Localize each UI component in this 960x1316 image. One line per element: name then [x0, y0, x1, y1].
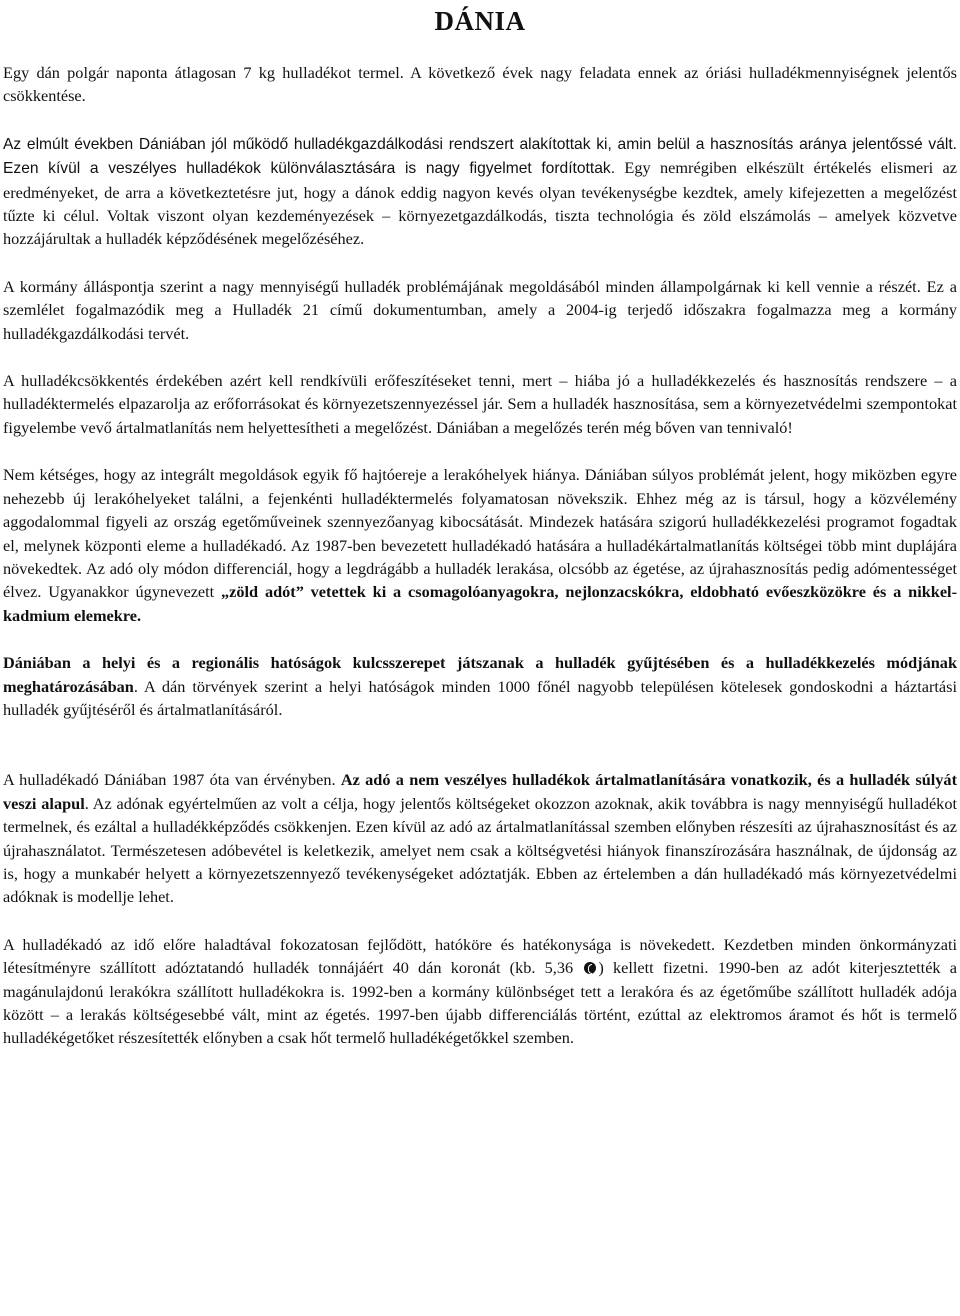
- paragraph-tax-history-text-1: A hulladékadó az idő előre haladtával fokozatosan fejlődött, hatóköre és hatékonysága is növekedett. Kezdetben minden önkormányzati létesítményre szállított adóztatandó hulladék tonnájáért 40 dán koronát (kb. 5,36: [3, 934, 957, 978]
- paragraph-tax-history: [3, 933, 957, 1050]
- paragraph-waste-tax-text-2: . Az adónak egyértelműen az volt a célja, hogy jelentős költségeket okozzon azoknak, akik továbbra is nagy mennyiségű hulladékot termelnek, és ezáltal a hulladékképződés csökkenjen. Ezen kívül az adó az ártalmatlanítással szemben előnyben részesíti az újrahasznosítást és az újrahasználatot. Természetesen adóbevétel is keletkezik, amelyet nem csak a költségvetési hiányok finanszírozására használnak, de újdonság az is, hogy a munkabér helyett a környezetszennyező tevékenységeket adóztatják. Ebben az értelemben a dán hulladékadó más környezetvédelmi adóknak is modellje lehet.: [3, 793, 957, 907]
- paragraph-waste-system-text: Egy nemrégiben elkészült értékelés elismeri az eredményeket, de arra a következtetésre jut, hogy a dánok eddig nagyon kevés olyan tevékenységbe kezdtek, amely kifejezetten a megelőzést tűzte ki célul. Voltak viszont olyan kezdeményezések – környezetgazdálkodás, tiszta technológia és zöld elszámolás – amelyek közvetve hozzájárultak a hulladék képződésének megelőzéséhez.: [3, 158, 957, 249]
- paragraph-intro: [3, 61, 957, 108]
- paragraph-waste-system: [3, 132, 957, 251]
- paragraph-waste-tax: [3, 768, 957, 908]
- paragraph-intro-text: Egy dán polgár naponta átlagosan 7 kg hulladékot termel. A következő évek nagy feladata ennek az óriási hulladékmennyiségnek jelentős csökkentése.: [3, 63, 957, 106]
- paragraph-waste-tax-text-1: A hulladékadó Dániában 1987 óta van érvényben.: [3, 770, 341, 790]
- paragraph-local-authorities-text: . A dán törvények szerint a helyi hatóságok minden 1000 főnél nagyobb településen kötelesek gondoskodni a háztartási hulladék gyűjtéséről és ártalmatlanításáról.: [3, 676, 957, 719]
- euro-icon: [584, 962, 596, 974]
- page-title: DÁNIA: [434, 6, 526, 36]
- paragraph-tax-history-text-2: ) kellett fizetni. 1990-ben az adót kiterjesztették a magánulajdonú lerakókra szállított hulladékokra is. 1992-ben a kormány különbséget tett a lerakóra és az égetőműbe szállított hulladék adója között – a lerakás költségesebbé vált, mint az égetés. 1997-ben újabb differenciálás történt, ezúttal az elektromos áramot és hőt is termelő hulladékégetőket részesítették előnyben a csak hőt termelő hulladékégetőkkel szemben.: [3, 958, 957, 1048]
- paragraph-government-position: [3, 275, 957, 345]
- paragraph-landfill-shortage: [3, 463, 957, 627]
- paragraph-waste-system-sans-text: Az elmúlt években Dániában jól működő hulladékgazdálkodási rendszert alakítottak ki, amin belül a hasznosítás aránya jelentőssé vált. Ezen kívül a veszélyes hulladékok különválasztására is nagy figyelmet fordítottak.: [3, 135, 957, 178]
- green-tax-emphasis: „zöld adót” vetettek ki a csomagolóanyagokra, nejlonzacskókra, eldobható evőeszközökre és a nikkel-kadmium elemekre.: [3, 582, 957, 625]
- paragraph-waste-reduction: [3, 369, 957, 439]
- paragraph-local-authorities: [3, 651, 957, 721]
- paragraph-landfill-shortage-text: Nem kétséges, hogy az integrált megoldások egyik fő hajtóereje a lerakóhelyek hiánya. Dániában súlyos problémát jelent, hogy miközben egyre nehezebb új lerakóhelyeket találni, a fejenkénti hulladéktermelés folyamatosan növekszik. Ehhez még az is társul, hogy a közvélemény aggodalommal figyeli az ország egetőműveinek szennyezőanyag kibocsátását. Mindezek hatására szigorú hulladékkezelési programot fogadtak el, melynek központi eleme a hulladékadó. Az 1987-ben bevezetett hulladékadó hatására a hulladékártalmatlanítás költségei több mint duplájára növekedtek. Az adó oly módon differenciál, hogy a legdrágább a hulladék lerakása, olcsóbb az égetése, az újrahasznosítás pedig adómentességet élvez. Ugyanakkor úgynevezett: [3, 465, 957, 602]
- paragraph-government-position-text-1: A kormány álláspontja szerint a nagy mennyiségű hulladék problémájának megoldásából minden állampolgárnak ki kell vennie a részét.: [3, 276, 921, 296]
- paragraph-waste-reduction-text: A hulladékcsökkentés érdekében azért kell rendkívüli erőfeszítéseket tenni, mert – hiába jó a hulladékkezelés és hasznosítás rendszere – a hulladéktermelés elpazarolja az erőforrásokat és környezetszennyezéssel jár. Sem a hulladék hasznosítása, sem a környezetvédelmi szempontokat figyelembe vevő ártalmatlanítás nem helyettesítheti a megelőzést. Dániában a megelőzés terén még bőven van tennivaló!: [3, 371, 957, 437]
- paragraph-government-position-text-2: Ez a szemlélet fogalmazódik meg a Hulladék 21 című dokumentumban, amely a 2004-ig terjedő időszakra fogalmazza meg a kormány hulladékgazdálkodási tervét.: [3, 276, 957, 343]
- local-authorities-emphasis: Dániában a helyi és a regionális hatóságok kulcsszerepet játszanak a hulladék gyűjtésében és a hulladékkezelés módjának meghatározásában: [3, 653, 957, 696]
- document-body: [0, 38, 960, 1050]
- waste-tax-emphasis: Az adó a nem veszélyes hulladékok ártalmatlanítására vonatkozik, és a hulladék súlyát veszi alapul: [3, 770, 957, 813]
